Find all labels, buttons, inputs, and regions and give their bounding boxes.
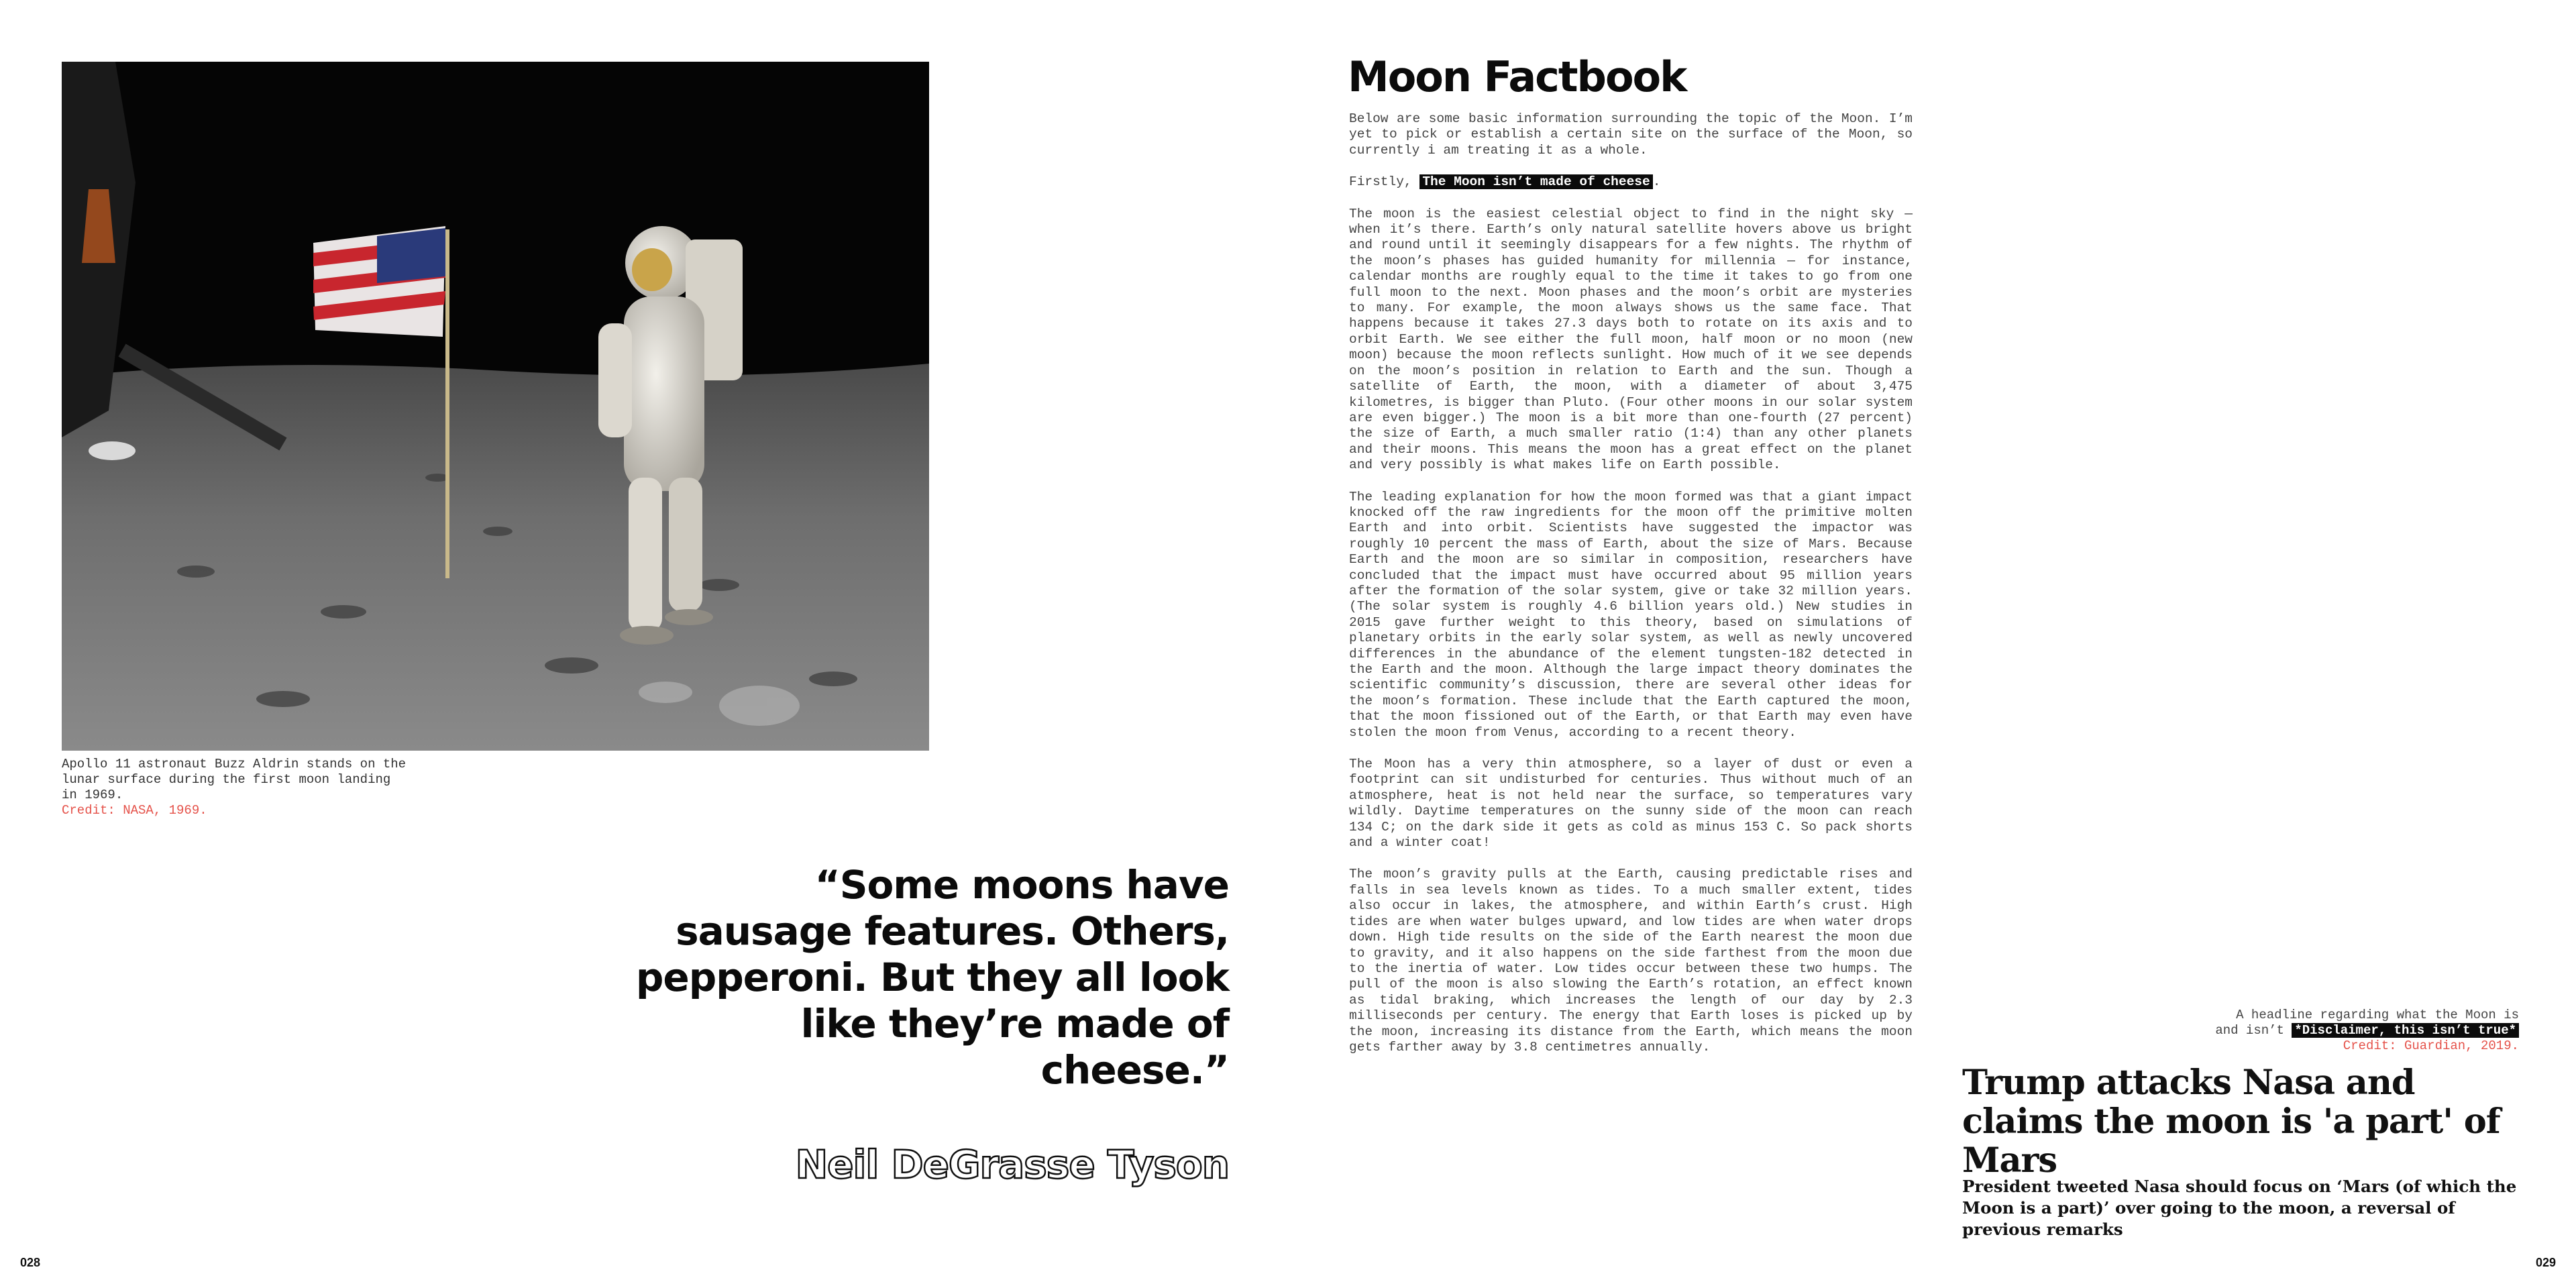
body-paragraph: The moon’s gravity pulls at the Earth, causing predictable rises and falls in sea levels known as tides. To a much smaller extent, tides also occur in lakes, the atmosphere, and within Earth’s crust. High tides are when water bulges upward, and low tides are when water drops down. High tide results on the side of the Earth nearest the moon due to gravity, and it also happens on the side farthest from the moon due to the inertia of water. Low tides occur between these two humps. The pull of the moon is also slowing the Earth’s rotation, an effect known as tidal braking, which increases the length of our day by 2.3 milliseconds per century. The energy that Earth loses is picked up by the moon, increasing its distance from the Earth, which means the moon gets farther away by 3.8 centimetres annually. [1349, 867, 1913, 1055]
photo-credit: Credit: NASA, 1969. [62, 803, 207, 818]
firstly-prefix: Firstly, [1349, 174, 1420, 190]
article-body [1349, 111, 1913, 1071]
news-standfirst: President tweeted Nasa should focus on ‘Mars (of which the Moon is a part)’ over going to the moon, a reversal of previous remarks [1962, 1177, 2517, 1239]
page-number-right: 029 [2535, 1256, 2556, 1269]
headline-credit: Credit: Guardian, 2019. [2343, 1038, 2519, 1053]
disclaimer-highlight: *Disclaimer, this isn’t true* [2292, 1023, 2519, 1038]
firstly-suffix: . [1652, 174, 1661, 190]
intro-paragraph: Below are some basic information surrounding the topic of the Moon. I’m yet to pick or establish a certain site on the surface of the Moon, so currently i am treating it as a whole. [1349, 111, 1913, 158]
photo-illustration [62, 62, 929, 751]
page-title: Moon Factbook [1348, 52, 1686, 101]
firstly-highlight: The Moon isn’t made of cheese [1419, 174, 1652, 189]
body-paragraph: The moon is the easiest celestial object to find in the night sky — when it’s there. Earth’s only natural satellite hovers above us bright and round until it seemingly disappears for a few nights. The rhythm of the moon’s phases has guided humanity for millennia — for instance, calendar months are roughly equal to the time it takes to go from one full moon to the next. Moon phases and the moon’s orbit are mysteries to many. For example, the moon always shows us the same face. That happens because it takes 27.3 days both to rotate on its axis and to orbit Earth. We see either the full moon, half moon or no moon (new moon) because the moon reflects sunlight. How much of it we see depends on the moon’s position in relation to Earth and the sun. Though a satellite of Earth, the moon, with a diameter of about 3,475 kilometres, is bigger than Pluto. (Four other moons in our solar system are even bigger.) The moon is a bit more than one-fourth (27 percent) the size of Earth, a much smaller ratio (1:4) than any other planets and their moons. This means the moon has a great effect on the planet and very possibly is what makes life on Earth possible. [1349, 206, 1913, 473]
page-number-left: 028 [20, 1256, 41, 1269]
headline-caption [2210, 1008, 2519, 1054]
pull-quote: “Some moons have sausage features. Others, pepperoni. But they all look like they’re made of cheese.” [635, 862, 1229, 1093]
headline-caption-text: A headline regarding what the Moon is and isn’t [2215, 1008, 2519, 1038]
photo-caption-text: Apollo 11 astronaut Buzz Aldrin stands on the lunar surface during the first moon landing in 1969. [62, 757, 407, 802]
firstly-line [1349, 174, 1913, 190]
body-paragraph: The Moon has a very thin atmosphere, so a layer of dust or even a footprint can sit undisturbed for centuries. Thus without much of an atmosphere, heat is not held near the surface, so temperatures vary wildly. Daytime temperatures on the sunny side of the moon can reach 134 C; on the dark side it gets as cold as minus 153 C. So pack shorts and a winter coat! [1349, 757, 1913, 851]
body-paragraph: The leading explanation for how the moon formed was that a giant impact knocked off the raw ingredients for the moon off the primitive molten Earth and into orbit. Scientists have suggested the impactor was roughly 10 percent the mass of Earth, about the size of Mars. Because Earth and the moon are so similar in composition, researchers have concluded that the impact must have occurred about 95 million years after the formation of the solar system, give or take 32 million years. (The solar system is roughly 4.6 billion years old.) New studies in 2015 gave further weight to this theory, based on simulations of planetary orbits in the early solar system, as well as newly uncovered differences in the abundance of the element tungsten-182 detected in the Earth and the moon. Although the large impact theory dominates the scientific community’s discussion, there are several other ideas for the moon’s formation. These include that the Earth captured the moon, that the moon fissioned out of the Earth, or that Earth may even have stolen the moon from Venus, according to a recent theory. [1349, 489, 1913, 740]
news-headline: Trump attacks Nasa and claims the moon is 'a part' of Mars [1962, 1063, 2500, 1181]
moon-landing-photo [62, 62, 929, 751]
photo-caption [62, 757, 411, 818]
quote-author: Neil DeGrasse Tyson [795, 1142, 1229, 1187]
